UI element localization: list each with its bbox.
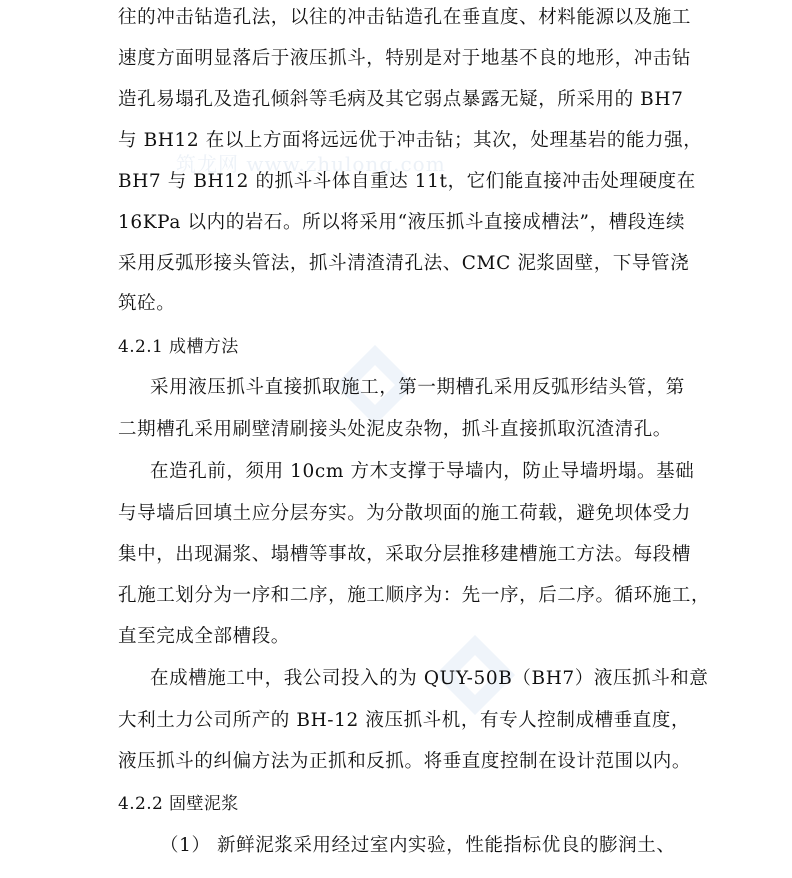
- text-line: 在成槽施工中，我公司投入的为 QUY-50B（BH7）液压抓斗和意: [150, 668, 709, 689]
- text-line: 筑砼。: [118, 293, 176, 314]
- text-line: 16KPa 以内的岩石。所以将采用“液压抓斗直接成槽法”，槽段连续: [118, 212, 686, 233]
- text-line: 采用液压抓斗直接抓取施工，第一期槽孔采用反弧形结头管，第: [150, 377, 685, 398]
- text-line: 速度方面明显落后于液压抓斗，特别是对于地基不良的地形，冲击钻: [118, 48, 692, 69]
- section-heading: 4.2.1 成槽方法: [118, 337, 239, 357]
- text-line: 二期槽孔采用刷壁清刷接头处泥皮杂物，抓斗直接抓取沉渣清孔。: [118, 419, 672, 440]
- text-line: 采用反弧形接头管法，抓斗清渣清孔法、CMC 泥浆固壁，下导管浇: [118, 253, 690, 274]
- watermark-text: 筑龙网 www.zhulong.com: [176, 152, 446, 176]
- text-line: BH7 与 BH12 的抓斗斗体自重达 11t，它们能直接冲击处理硬度在: [118, 171, 696, 192]
- text-line: 往的冲击钻造孔法，以往的冲击钻造孔在垂直度、材料能源以及施工: [118, 7, 692, 28]
- text-line: 与 BH12 在以上方面将远远优于冲击钻；其次，处理基岩的能力强，: [118, 130, 703, 151]
- section-heading: 4.2.2 固壁泥浆: [118, 794, 239, 814]
- text-line: 造孔易塌孔及造孔倾斜等毛病及其它弱点暴露无疑，所采用的 BH7: [118, 89, 684, 110]
- text-line: 直至完成全部槽段。: [118, 626, 290, 647]
- text-line: 液压抓斗的纠偏方法为正抓和反抓。将垂直度控制在设计范围以内。: [118, 751, 692, 772]
- text-line: 大利土力公司所产的 BH-12 液压抓斗机，有专人控制成槽垂直度，: [118, 710, 691, 731]
- text-line: 在造孔前，须用 10cm 方木支撑于导墙内，防止导墙坍塌。基础: [150, 461, 695, 482]
- text-line: （1） 新鲜泥浆采用经过室内实验，性能指标优良的膨润土、: [160, 835, 676, 856]
- text-line: 集中，出现漏浆、塌槽等事故，采取分层推移建槽施工方法。每段槽: [118, 544, 692, 565]
- text-line: 孔施工划分为一序和二序，施工顺序为：先一序，后二序。循环施工，: [118, 585, 711, 606]
- text-line: 与导墙后回填土应分层夯实。为分散坝面的施工荷载，避免坝体受力: [118, 503, 692, 524]
